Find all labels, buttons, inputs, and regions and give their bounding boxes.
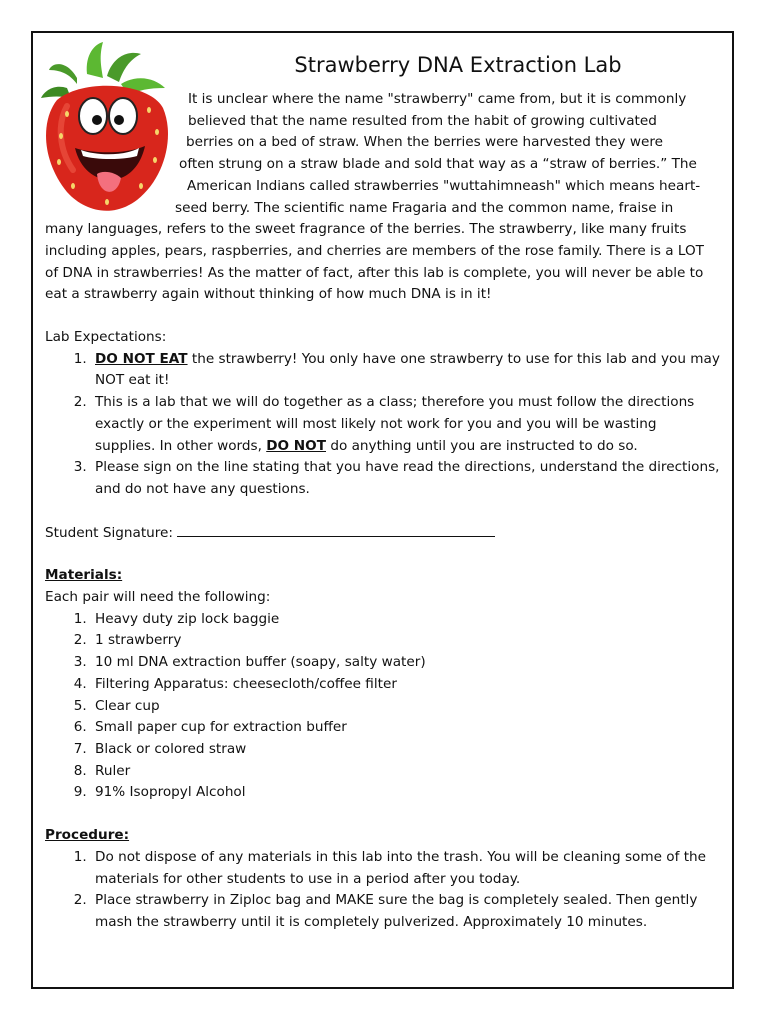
lab-expectations bbox=[45, 327, 721, 501]
materials-heading: Materials: bbox=[45, 567, 123, 584]
procedure-section bbox=[45, 825, 721, 934]
list-item: 6. Small paper cup for extraction buffer bbox=[91, 717, 721, 739]
emphasis-text: DO NOT bbox=[266, 437, 326, 454]
intro-line: seed berry. The scientific name Fragaria and the common name, fraise in bbox=[175, 199, 674, 216]
emphasis-text: DO NOT EAT bbox=[95, 350, 188, 367]
materials-list bbox=[45, 609, 721, 804]
materials-section bbox=[45, 565, 721, 804]
expectations-heading: Lab Expectations: bbox=[45, 329, 167, 346]
intro-line: It is unclear where the name "strawberry" came from, but it is commonly bbox=[188, 91, 687, 107]
list-item: 2. Place strawberry in Ziploc bag and MAKE sure the bag is completely sealed. Then gently mash the strawberry until it is completely pulverized. Approximately 10 minutes. bbox=[91, 890, 721, 933]
list-item: 2. 1 strawberry bbox=[91, 630, 721, 652]
list-item: 8. Ruler bbox=[91, 761, 721, 783]
intro-line: berries on a bed of straw. When the berries were harvested they were bbox=[186, 134, 663, 151]
materials-intro: Each pair will need the following: bbox=[45, 589, 271, 606]
list-item: 7. Black or colored straw bbox=[91, 739, 721, 761]
list-item: 3. 10 ml DNA extraction buffer (soapy, salty water) bbox=[91, 652, 721, 674]
intro-rest: many languages, refers to the sweet fragrance of the berries. The strawberry, like many fruits including apples, pears, raspberries, and cherries are members of the rose family. There is a LOT of DNA in strawberries! As the matter of fact, after this lab is complete, you will never be able to eat a strawberry again without thinking of how much DNA is in it! bbox=[45, 221, 704, 303]
expectations-list bbox=[45, 349, 721, 501]
signature-label: Student Signature: bbox=[45, 524, 178, 541]
list-item: 1. Heavy duty zip lock baggie bbox=[91, 609, 721, 631]
list-item: 9. 91% Isopropyl Alcohol bbox=[91, 782, 721, 804]
item-text: the strawberry! You only have one strawberry to use for this lab and you may NOT eat it! bbox=[95, 350, 720, 389]
list-item: 4. Filtering Apparatus: cheesecloth/coffee filter bbox=[91, 674, 721, 696]
list-item: 5. Clear cup bbox=[91, 696, 721, 718]
intro-line: often strung on a straw blade and sold that way as a “straw of berries.” The bbox=[179, 156, 697, 173]
procedure-heading: Procedure: bbox=[45, 827, 130, 844]
procedure-list bbox=[45, 847, 721, 934]
document-content bbox=[45, 44, 721, 934]
list-item: 1. Do not dispose of any materials in this lab into the trash. You will be cleaning some of the materials for other students to use in a period after you today. bbox=[91, 847, 721, 890]
signature-row bbox=[45, 522, 721, 545]
strawberry-mascot-icon bbox=[37, 40, 185, 220]
intro-line: American Indians called strawberries "wuttahimneash" which means heart- bbox=[187, 177, 701, 194]
page-title: Strawberry DNA Extraction Lab bbox=[294, 53, 622, 77]
signature-line[interactable] bbox=[177, 522, 495, 537]
intro-line: believed that the name resulted from the habit of growing cultivated bbox=[188, 112, 657, 129]
item-text: This is a lab that we will do together as a class; therefore you must follow the directions exactly or the experiment will most likely not work for you and you will be wasting supplies. In other words, bbox=[95, 394, 695, 454]
list-item: 3. Please sign on the line stating that you have read the directions, understand the directions, and do not have any questions. bbox=[91, 457, 721, 500]
list-item bbox=[91, 392, 721, 457]
item-text: do anything until you are instructed to do so. bbox=[326, 437, 638, 454]
list-item bbox=[91, 349, 721, 392]
